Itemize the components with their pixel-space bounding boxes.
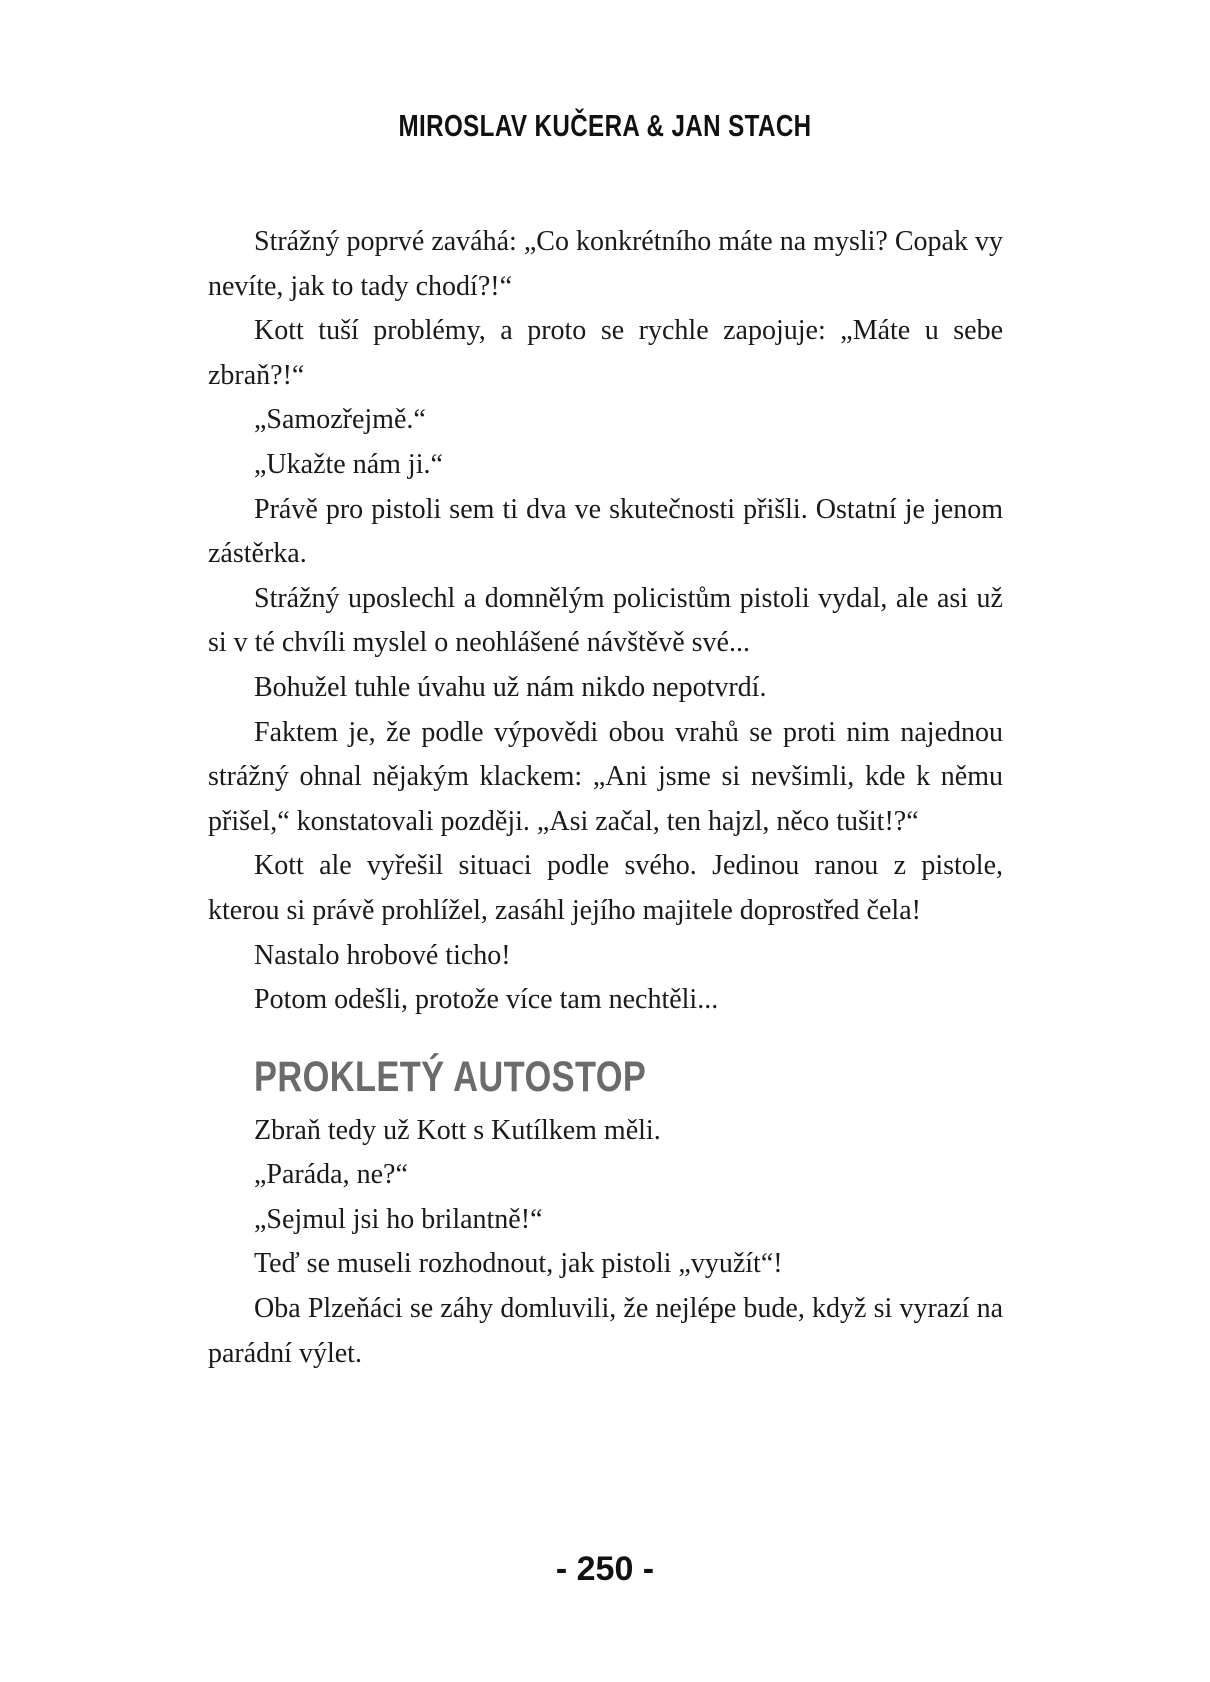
running-head: MIROSLAV KUČERA & JAN STACH (398, 108, 812, 143)
page-number: - 250 - (555, 1550, 655, 1588)
paragraph: Zbraň tedy už Kott s Kutílkem měli. (254, 1114, 661, 1146)
paragraph: „Sejmul jsi ho brilantně!“ (254, 1203, 543, 1235)
paragraph: Bohužel tuhle úvahu už nám nikdo nepotvrdí. (254, 671, 767, 703)
paragraph: „Samozřejmě.“ (254, 404, 426, 436)
paragraph: Strážný uposlechl a domnělým policistům pistoli vydal, ale asi už si v té chvíli myslel o neohlášené návštěvě své... (208, 582, 1003, 659)
paragraph: „Ukažte nám ji.“ (254, 448, 443, 480)
section-heading: PROKLETÝ AUTOSTOP (254, 1052, 647, 1101)
body-text (208, 220, 1003, 1376)
paragraph: Nastalo hrobové ticho! (254, 939, 511, 971)
paragraph: Právě pro pistoli sem ti dva ve skutečnosti přišli. Ostatní je jenom zástěrka. (208, 493, 1003, 570)
paragraph: Strážný poprvé zaváhá: „Co konkrétního máte na mysli? Copak vy nevíte, jak to tady chodí?!“ (208, 226, 1003, 302)
paragraph: Oba Plzeňáci se záhy domluvili, že nejlépe bude, když si vyrazí na parádní výlet. (208, 1293, 1003, 1369)
paragraph: Faktem je, že podle výpovědi obou vrahů se proti nim najednou strážný ohnal nějakým klackem: „Ani jsme si nevšimli, kde k němu přišel,“ konstatovali později. „Asi začal, ten hajzl, něco tušit!?“ (208, 716, 1003, 837)
paragraph: „Paráda, ne?“ (254, 1159, 408, 1191)
paragraph: Teď se museli rozhodnout, jak pistoli „využít“! (254, 1248, 783, 1280)
paragraph: Potom odešli, protože více tam nechtěli... (254, 984, 719, 1016)
paragraph: Kott tuší problémy, a proto se rychle zapojuje: „Máte u sebe zbraň?!“ (208, 315, 1003, 391)
paragraph: Kott ale vyřešil situaci podle svého. Jedinou ranou z pistole, kterou si právě prohlížel, zasáhl jejího majitele doprostřed čela! (208, 850, 1003, 926)
